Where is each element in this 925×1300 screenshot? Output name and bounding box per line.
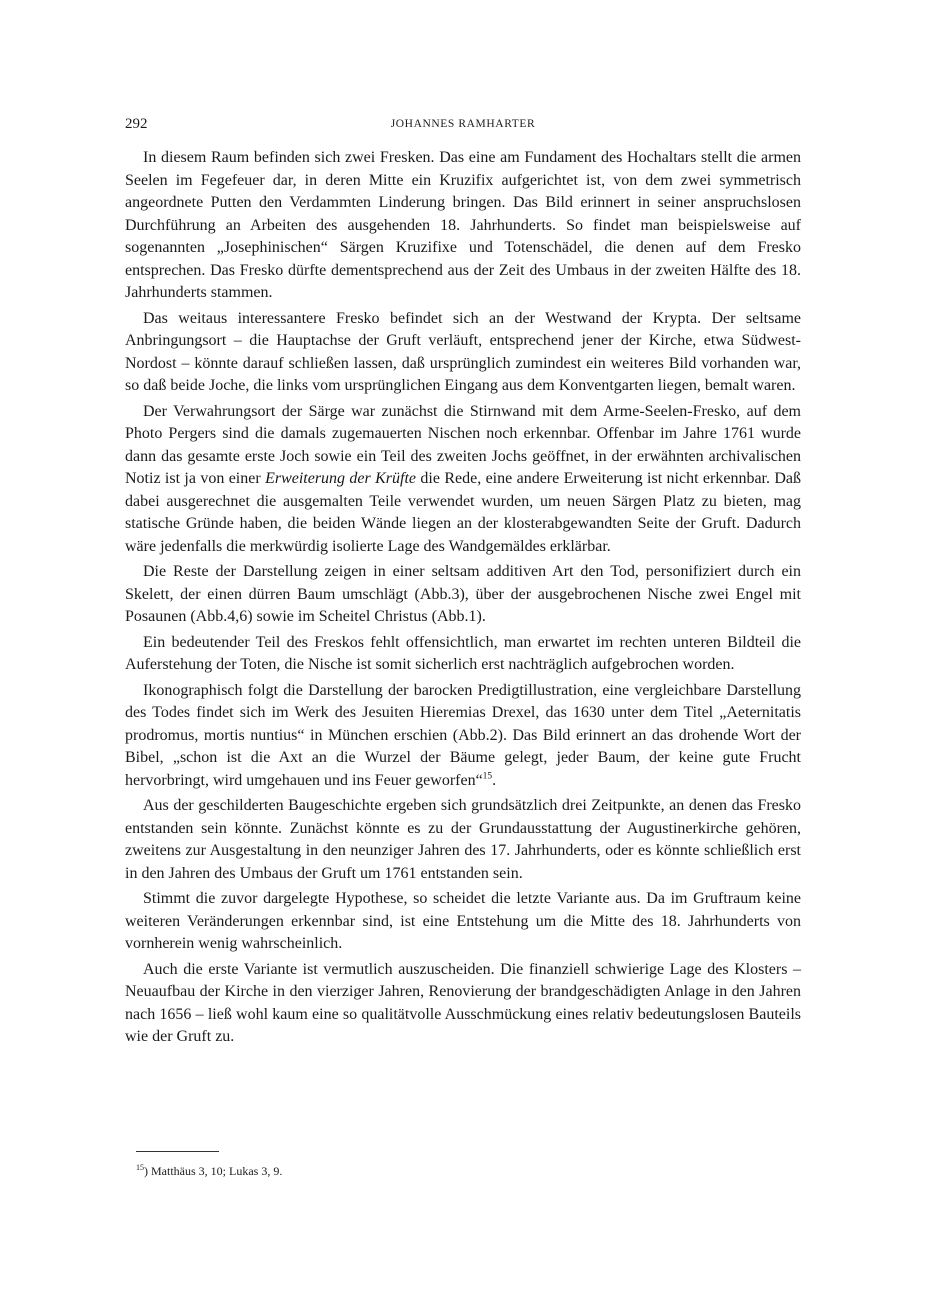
footnote: [136, 1163, 282, 1179]
footnote-divider: [136, 1151, 219, 1152]
footnote-paren: ): [144, 1164, 148, 1178]
paragraph-9: Auch die erste Variante ist vermutlich auszuscheiden. Die finanziell schwierige Lage des Klosters – Neuaufbau der Kirche in den vierziger Jahren, Renovierung der brandgeschädigten Anlage in den Jahren nach 1656 – ließ wohl kaum eine so qualitätvolle Ausschmückung eines relativ bedeutungslosen Bauteils wie der Gruft zu.: [125, 960, 801, 1045]
paragraph-6: Ikonographisch folgt die Darstellung der barocken Predigtillustration, eine vergleichbare Darstellung des Todes findet sich im Werk des Jesuiten Hieremias Drexel, das 1630 unter dem Titel „Aeternitatis prodromus, mortis nuntius“ in München erschien (Abb.2). Das Bild erinnert an das drohende Wort der Bibel, „schon ist die Axt an die Wurzel der Bäume gelegt, jeder Baum, der keine gute Frucht hervorbringt, wird umgehauen und ins Feuer geworfen“$^{15}$.: [125, 681, 801, 789]
footnote-marker: 15: [136, 1163, 144, 1172]
body-text: [125, 147, 801, 1049]
paragraph-1: In diesem Raum befinden sich zwei Fresken. Das eine am Fundament des Hochaltars stellt die armen Seelen im Fegefeuer dar, in deren Mitte ein Kruzifix aufgerichtet ist, von dem zwei symmetrisch angeordnete Putten den Verdammten Linderung bringen. Das Bild erinnert in seiner anspruchslosen Durchführung an Arbeiten des ausgehenden 18. Jahrhunderts. So findet man beispielsweise auf sogenannten „Josephinischen“ Särgen Kruzifixe und Totenschädel, die denen auf dem Fresko entsprechen. Das Fresko dürfte dementsprechend aus der Zeit des Umbaus in der zweiten Hälfte des 18. Jahrhunderts stammen.: [125, 149, 801, 301]
footnote-text: Matthäus 3, 10; Lukas 3, 9.: [148, 1164, 283, 1178]
paragraph-3-emphasis: Erweiterung der Krüfte: [265, 470, 417, 487]
page-number: 292: [125, 116, 148, 132]
paragraph-7: Aus der geschilderten Baugeschichte ergeben sich grundsätzlich drei Zeitpunkte, an denen das Fresko entstanden sein könnte. Zunächst könnte es zu der Grundausstattung der Augustinerkirche gehören, zweitens zur Ausgestaltung in den neunziger Jahren des 17. Jahrhunderts, oder es könnte schließlich erst in den Jahren des Umbaus der Gruft um 1761 entstanden sein.: [125, 797, 801, 882]
paragraph-3-text-b: die Rede, eine andere Erweiterung ist nicht erkennbar. Daß dabei ausgerechnet die ausgemalten Teile verwendet wurden, um neuen Särgen Platz zu bieten, mag statische Gründe haben, die beiden Wände liegen an der klosterabgewandten Seite der Gruft. Dadurch wäre jedenfalls die merkwürdig isolierte Lage des Wandgemäldes erklärbar.: [125, 470, 802, 555]
paragraph-8: Stimmt die zuvor dargelegte Hypothese, so scheidet die letzte Variante aus. Da im Gruftraum keine weiteren Veränderungen erkennbar sind, ist eine Entstehung um die Mitte des 18. Jahrhunderts von vornherein wenig wahrscheinlich.: [125, 890, 801, 952]
paragraph-3: [125, 401, 801, 559]
paragraph-6-text: Ikonographisch folgt die Darstellung der barocken Predigtillustration, eine vergleichbare Darstellung des Todes findet sich im Werk des Jesuiten Hieremias Drexel, das 1630 unter dem Titel „Aeternitatis prodromus, mortis nuntius“ in München erschien (Abb.2). Das Bild erinnert an das drohende Wort der Bibel, „schon ist die Axt an die Wurzel der Bäume gelegt, jeder Baum, der keine gute Frucht hervorbringt, wird umgehauen und ins Feuer geworfen“: [125, 681, 801, 789]
paragraph-4: Die Reste der Darstellung zeigen in einer seltsam additiven Art den Tod, personifiziert durch ein Skelett, der einen dürren Baum umschlägt (Abb.3), über der ausgebrochenen Nische zwei Engel mit Posaunen (Abb.4,6) sowie im Scheitel Christus (Abb.1).: [125, 563, 801, 625]
paragraph-5: Ein bedeutender Teil des Freskos fehlt offensichtlich, man erwartet im rechten unteren Bildteil die Auferstehung der Toten, die Nische ist somit sicherlich erst nachträglich aufgebrochen worden.: [125, 633, 801, 673]
footnote-reference: 15: [482, 771, 493, 782]
page-header: [125, 110, 801, 136]
paragraph-2: Das weitaus interessantere Fresko befindet sich an der Westwand der Krypta. Der seltsame Anbringungsort – die Hauptachse der Gruft verläuft, entsprechend jener der Kirche, etwa Südwest-Nordost – könnte darauf schließen lassen, daß ursprünglich zumindest ein weiteres Bild vorhanden war, so daß beide Joche, die links vom ursprünglichen Eingang aus dem Konventgarten liegen, bemalt waren.: [125, 309, 801, 394]
document-page: [125, 110, 801, 1049]
running-title: JOHANNES RAMHARTER: [390, 118, 536, 130]
paragraph-3-text-a: Der Verwahrungsort der Särge war zunächst die Stirnwand mit dem Arme-Seelen-Fresko, auf dem Photo Pergers sind die damals zugemauerten Nischen noch erkennbar. Offenbar im Jahre 1761 wurde dann das gesamte erste Joch sowie ein Teil des zweiten Jochs geöffnet, in der erwähnten archivalischen Notiz ist ja von einer: [125, 402, 801, 487]
